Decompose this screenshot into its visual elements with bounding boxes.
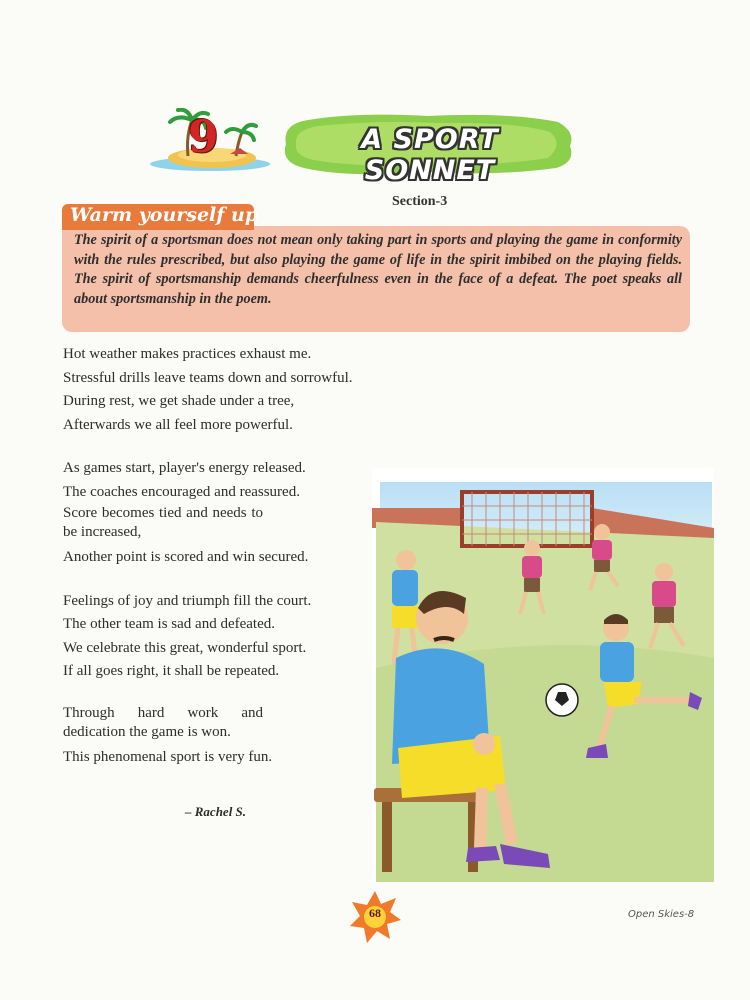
poem-author: – Rachel S. [185,804,247,819]
football-illustration [372,468,714,882]
book-name: Open Skies-8 [628,909,695,920]
poem [63,343,368,789]
poem-line: Score becomes tied and needs to be increased, [63,505,263,540]
chapter-number: 9 [188,112,219,163]
poem-line: We celebrate this great, wonderful sport. [63,639,307,656]
stanza-1 [63,343,368,437]
poem-line: Hot weather makes practices exhaust me. [63,346,312,362]
poem-line: Feelings of joy and triumph fill the court. [63,592,312,609]
poem-line: Stressful drills leave teams down and sorrowful. [63,369,353,386]
chapter-title: A SPORT SONNET [361,124,499,186]
warm-up-heading: Warm yourself up [70,204,259,226]
stanza-3 [63,590,368,684]
section-label: Section-3 [392,194,448,209]
poem-line: Through hard work and dedication the game is won. [63,704,263,740]
stanza-2 [63,457,368,570]
page-number: 68 [369,906,381,920]
poem-line: As games start, player's energy released. [63,460,306,476]
poem-line: If all goes right, it shall be repeated. [63,663,280,679]
poem-line: During rest, we get shade under a tree, [63,393,295,409]
stanza-4 [63,704,368,770]
poem-line: Afterwards we all feel more powerful. [63,416,293,433]
poem-line: The coaches encouraged and reassured. [63,483,300,500]
warm-up-text: The spirit of a sportsman does not mean only taking part in sports and playing the game in conformity with the rules prescribed, but also playing the game of life in the spirit imbibed on the playing fields. The spirit of sportsmanship demands cheerfulness even in the face of a defeat. The poet speaks all about sportsmanship in the poem. [74,232,682,307]
poem-line: Another point is scored and win secured. [63,549,309,565]
poem-line: The other team is sad and defeated. [63,616,275,632]
poem-line: This phenomenal sport is very fun. [63,748,273,765]
